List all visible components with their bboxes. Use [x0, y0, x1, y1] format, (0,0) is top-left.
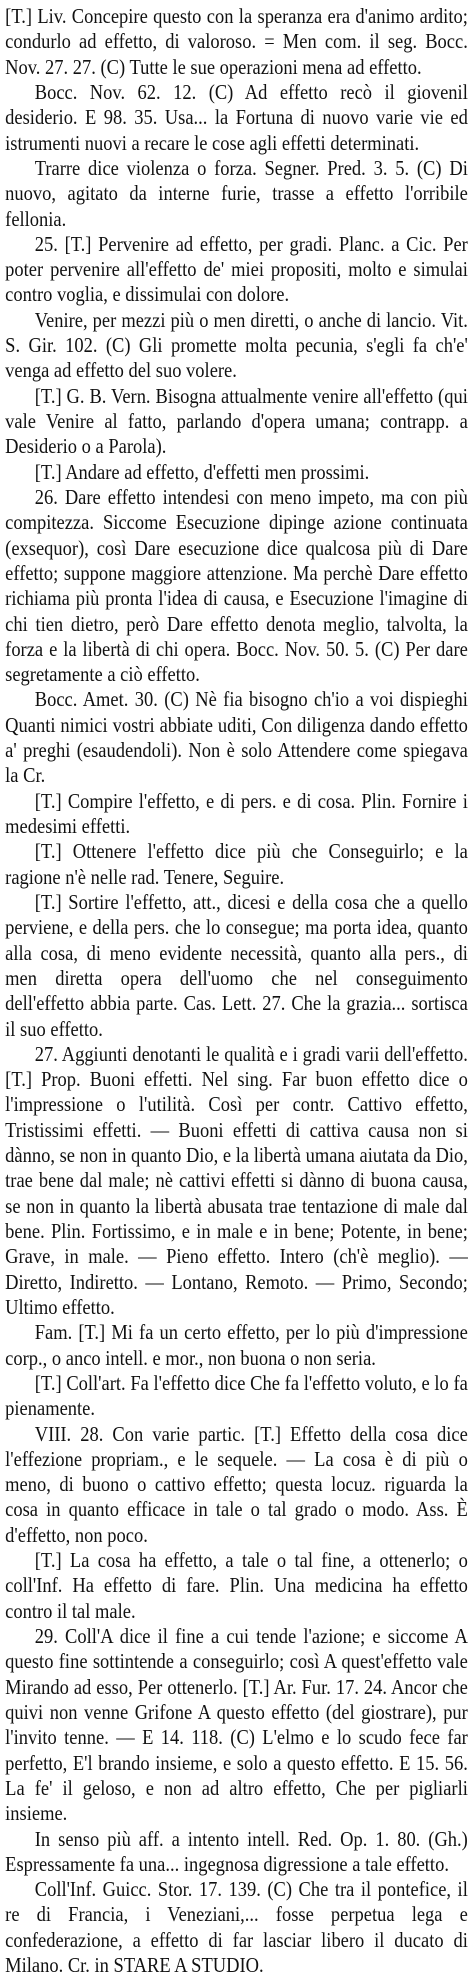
entry-paragraph: Trarre dice violenza o forza. Segner. Pred. 3. 5. (C) Di nuovo, agitato da interne furie, trasse a effetto l'orribile fellonia. — [5, 155, 468, 231]
entry-paragraph: 29. Coll'A dice il fine a cui tende l'azione; e siccome A questo fine sottintende a conseguirlo; così A quest'effetto vale Mirando ad esso, Per ottenerlo. [T.] Ar. Fur. 17. 24. Ancor che quivi non venne Grifone A questo effetto (del giostrare), pur l'invito tenne. — E 14. 118. (C) L'elmo e lo scudo fece far perfetto, E'l brando insieme, e solo a questo effetto. E 15. 56. La fe' il geloso, e non ad altro effetto, Che per pigliarli insieme. — [5, 1624, 468, 1826]
entry-paragraph: In senso più aff. a intento intell. Red. Op. 1. 80. (Gh.) Espressamente fa una... ingegnosa digressione a tale effetto. — [5, 1826, 468, 1876]
entry-paragraph: 26. Dare effetto intendesi con meno impeto, ma con più compitezza. Siccome Esecuzione dipinge azione continuata (exsequor), così Dare esecuzione dice qualcosa più di Dare effetto; suppone maggiore attenzione. Ma perchè Dare effetto richiama più pronta l'idea di causa, e Esecuzione l'imagine di chi tien dietro, però Dare effetto denota meglio, talvolta, la forza e la libertà di chi opera. Bocc. Nov. 50. 5. (C) Per dare segretamente a ciò effetto. — [5, 484, 468, 687]
entry-paragraph: [T.] Liv. Concepire questo con la speranza era d'animo ardito; condurlo ad effetto, di valoroso. = Men com. il seg. Bocc. Nov. 27. 27. (C) Tutte le sue operazioni mena ad effetto. — [5, 4, 468, 79]
entry-paragraph: 25. [T.] Pervenire ad effetto, per gradi. Planc. a Cic. Per poter pervenire all'effetto de' miei propositi, molto e simulai contro voglia, e dissimulai con dolore. — [5, 231, 468, 307]
entry-paragraph: Bocc. Nov. 62. 12. (C) Ad effetto recò il giovenil desiderio. E 98. 35. Usa... la Fortuna di nuovo varie vie ed istrumenti nuovi a recare le cose agli effetti determinati. — [5, 79, 468, 155]
entry-paragraph: Coll'Inf. Guicc. Stor. 17. 139. (C) Che tra il pontefice, il re di Francia, i Veneziani,... fosse perpetua lega e confederazione, a effetto di far lasciar libero il ducato di Milano. Cr. in STARE A STUDIO. — [5, 1877, 468, 1978]
entry-paragraph: Bocc. Amet. 30. (C) Nè fia bisogno ch'io a voi dispieghi Quanti nimici vostri abbiate uditi, Con diligenza dando effetto a' preghi (esaudendoli). Non è solo Attendere come spiegava la Cr. — [5, 687, 468, 788]
entry-paragraph: [T.] Compire l'effetto, e di pers. e di cosa. Plin. Fornire i medesimi effetti. — [5, 788, 468, 838]
entry-paragraph: [T.] G. B. Vern. Bisogna attualmente venire all'effetto (qui vale Venire al fatto, parlando d'opera umana; contrapp. a Desiderio o a Parola). — [5, 383, 468, 459]
entry-paragraph: [T.] La cosa ha effetto, a tale o tal fine, a ottenerlo; o coll'Inf. Ha effetto di fare. Plin. Una medicina ha effetto contro il tal male. — [5, 1548, 468, 1623]
entry-paragraph: [T.] Ottenere l'effetto dice più che Conseguirlo; e la ragione n'è nelle rad. Tenere, Seguire. — [5, 839, 468, 889]
entry-paragraph: VIII. 28. Con varie partic. [T.] Effetto della cosa dice l'effezione propriam., e le sequele. — La cosa è di più o meno, di buono o cattivo effetto; questa locuz. riguarda la cosa in quanto efficace in tale o tal grado o modo. Ass. È d'effetto, non poco. — [5, 1421, 468, 1547]
entry-paragraph: Fam. [T.] Mi fa un certo effetto, per lo più d'impressione corp., o anco intell. e mor., non buona o non seria. — [5, 1320, 468, 1370]
entry-paragraph: 27. Aggiunti denotanti le qualità e i gradi varii dell'effetto. [T.] Prop. Buoni effetti. Nel sing. Far buon effetto dice o l'impressione o l'utilità. Così per contr. Cattivo effetto, Tristissimi effetti. — Buoni effetti di cattiva causa non si dànno, se non in quanto Dio, e la libertà umana aiutata da Dio, trae bene dal male; nè cattivi effetti si dànno di buona causa, se non in quanto la libertà abusata trae tentazione di male dal bene. Plin. Fortissimo, e in male e in bene; Potente, in bene; Grave, in male. — Pieno effetto. Intero (ch'è meglio). — Diretto, Indiretto. — Lontano, Remoto. — Primo, Secondo; Ultimo effetto. — [5, 1041, 468, 1319]
entry-paragraph: [T.] Andare ad effetto, d'effetti men prossimi. — [34, 459, 370, 484]
entry-paragraph: [T.] Coll'art. Fa l'effetto dice Che fa l'effetto voluto, e lo fa pienamente. — [5, 1370, 468, 1421]
entry-paragraph: Venire, per mezzi più o men diretti, o anche di lancio. Vit. S. Gir. 102. (C) Gli promette molta pecunia, s'egli fa ch'e' venga ad effetto del suo volere. — [5, 307, 468, 383]
entry-paragraph: [T.] Sortire l'effetto, att., dicesi e della cosa che a quello perviene, e della pers. che lo consegue; ma porta idea, quanto alla cosa, di meno evidente necessità, quanto alla pers., di men diretta opera dell'uomo che nel conseguimento dell'effetto abbia parte. Cas. Lett. 27. Che la grazia... sortisca il suo effetto. — [5, 889, 468, 1041]
